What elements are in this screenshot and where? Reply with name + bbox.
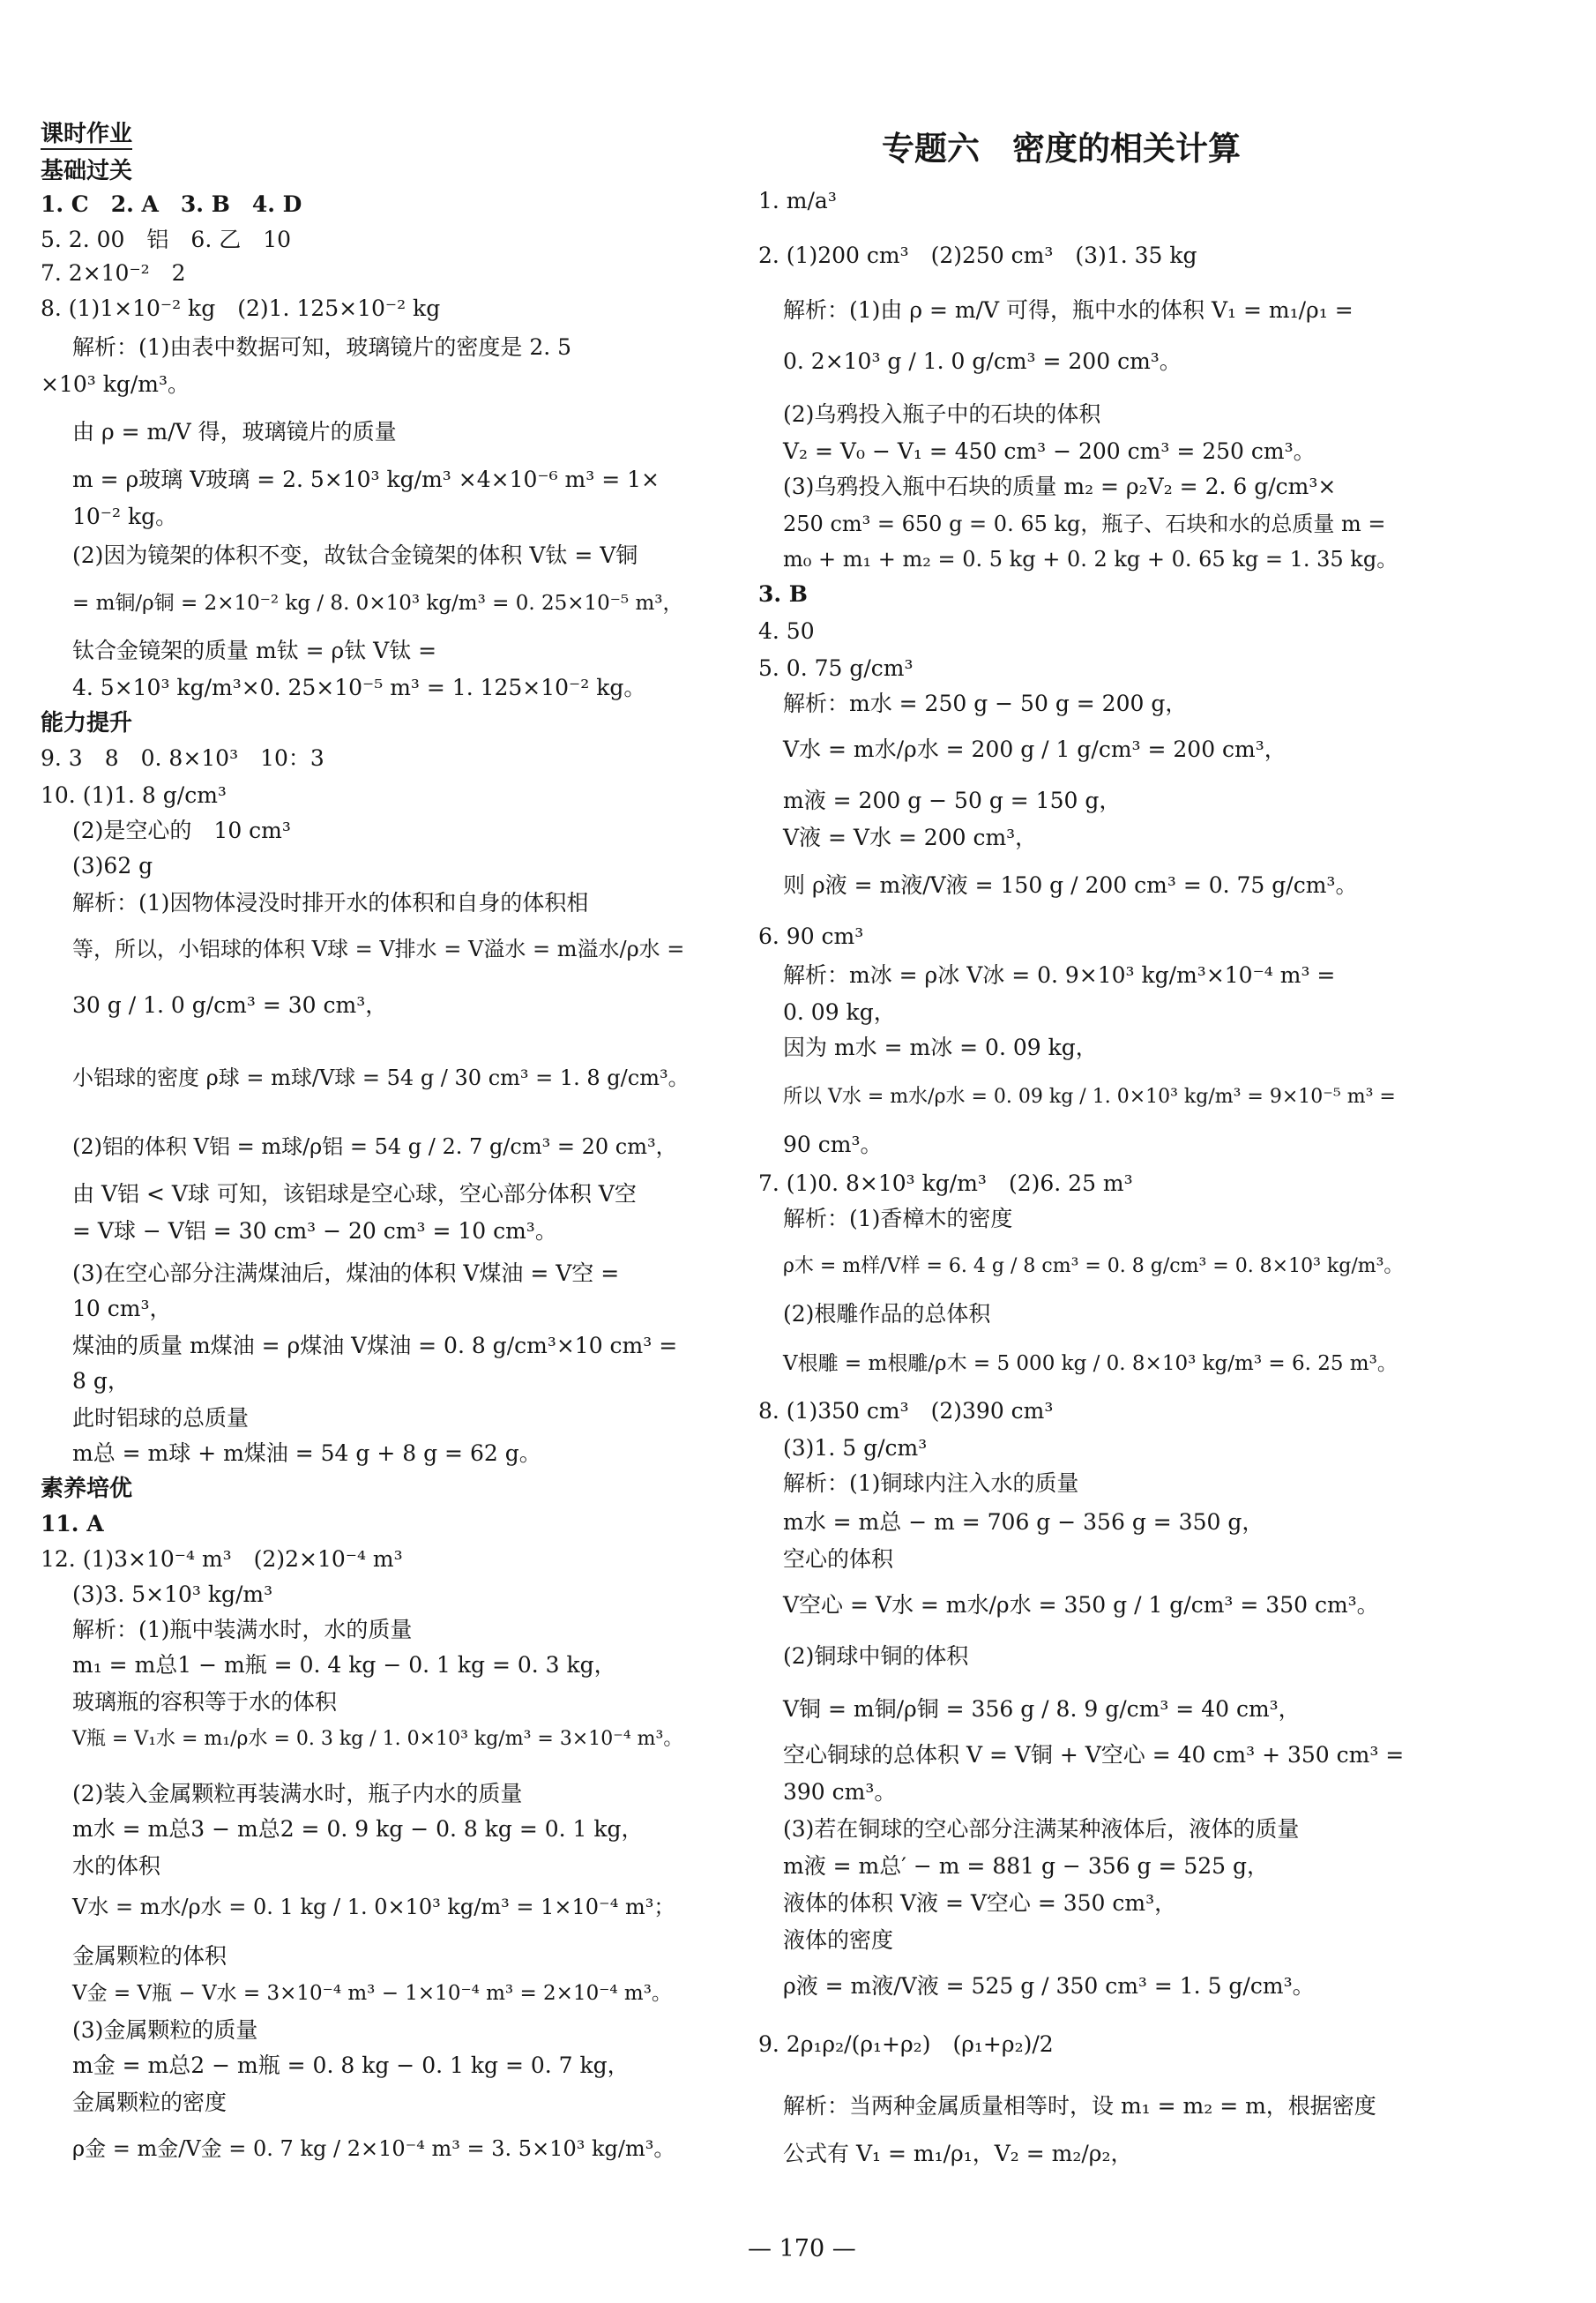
left-line-48: (3)金属颗粒的质量 bbox=[72, 2017, 258, 2043]
left-line-8: ×10³ kg/m³。 bbox=[41, 371, 190, 397]
right-line-40: m液 = m总′ − m = 881 g − 356 g = 525 g， bbox=[783, 1853, 1270, 1879]
left-line-10: m = ρ玻璃 V玻璃 = 2. 5×10³ kg/m³ ×4×10⁻⁶ m³ = 1× bbox=[72, 467, 660, 492]
left-line-47: V金 = V瓶 − V水 = 3×10⁻⁴ m³ − 1×10⁻⁴ m³ = 2×10⁻⁴ m³。 bbox=[72, 1982, 672, 2005]
left-line-2: 基础过关 bbox=[41, 158, 133, 184]
left-line-32: 此时铝球的总质量 bbox=[72, 1405, 250, 1431]
left-line-39: m₁ = m总1 − m瓶 = 0. 4 kg − 0. 1 kg = 0. 3 kg， bbox=[72, 1652, 616, 1678]
right-line-7: (3)乌鸦投入瓶中石块的质量 m₂ = ρ₂V₂ = 2. 6 g/cm³× bbox=[783, 474, 1337, 499]
left-line-51: ρ金 = m金/V金 = 0. 7 kg / 2×10⁻⁴ m³ = 3. 5×10³ kg/m³。 bbox=[72, 2136, 675, 2161]
right-line-5: (2)乌鸦投入瓶子中的石块的体积 bbox=[783, 401, 1101, 427]
left-line-43: m水 = m总3 − m总2 = 0. 9 kg − 0. 8 kg = 0. 1 kg， bbox=[72, 1816, 644, 1842]
right-line-39: (3)若在铜球的空心部分注满某种液体后，液体的质量 bbox=[783, 1816, 1300, 1842]
left-line-19: (2)是空心的 10 cm³ bbox=[72, 818, 291, 843]
left-line-11: 10⁻² kg。 bbox=[72, 504, 178, 529]
right-line-29: 8. (1)350 cm³ (2)390 cm³ bbox=[758, 1398, 1054, 1424]
right-line-17: 则 ρ液 = m液/V液 = 150 g / 200 cm³ = 0. 75 g/cm³。 bbox=[783, 872, 1358, 898]
right-line-12: 5. 0. 75 g/cm³ bbox=[758, 655, 914, 681]
left-line-45: V水 = m水/ρ水 = 0. 1 kg / 1. 0×10³ kg/m³ = 1×10⁻⁴ m³； bbox=[72, 1895, 675, 1919]
page-number: — 170 — bbox=[748, 2235, 856, 2262]
left-line-25: (2)铝的体积 V铝 = m球/ρ铝 = 54 g / 2. 7 g/cm³ = 20 cm³， bbox=[72, 1134, 677, 1159]
left-line-37: (3)3. 5×10³ kg/m³ bbox=[72, 1581, 273, 1607]
right-line-32: m水 = m总 − m = 706 g − 356 g = 350 g， bbox=[783, 1509, 1264, 1535]
left-line-24: 小铝球的密度 ρ球 = m球/V球 = 54 g / 30 cm³ = 1. 8 g/cm³。 bbox=[72, 1066, 690, 1090]
left-line-12: (2)因为镜架的体积不变，故钛合金镜架的体积 V钛 = V铜 bbox=[72, 542, 638, 568]
right-line-31: 解析：(1)铜球内注入水的质量 bbox=[783, 1470, 1079, 1496]
right-line-2: 2. (1)200 cm³ (2)250 cm³ (3)1. 35 kg bbox=[758, 243, 1197, 268]
right-line-46: 公式有 V₁ = m₁/ρ₁，V₂ = m₂/ρ₂， bbox=[783, 2141, 1133, 2166]
left-line-26: 由 V铝 < V球 可知，该铝球是空心球，空心部分体积 V空 bbox=[72, 1181, 637, 1207]
right-line-27: (2)根雕作品的总体积 bbox=[783, 1301, 991, 1327]
left-line-27: = V球 − V铝 = 30 cm³ − 20 cm³ = 10 cm³。 bbox=[72, 1218, 557, 1244]
right-line-13: 解析：m水 = 250 g − 50 g = 200 g， bbox=[783, 691, 1188, 716]
left-line-23: 30 g / 1. 0 g/cm³ = 30 cm³， bbox=[72, 992, 388, 1018]
right-line-6: V₂ = V₀ − V₁ = 450 cm³ − 200 cm³ = 250 cm³。 bbox=[783, 438, 1316, 464]
left-line-34: 素养培优 bbox=[41, 1476, 133, 1502]
left-line-17: 9. 3 8 0. 8×10³ 10：3 bbox=[41, 745, 324, 771]
left-line-16: 能力提升 bbox=[41, 710, 133, 737]
right-line-42: 液体的密度 bbox=[783, 1927, 894, 1953]
right-line-38: 390 cm³。 bbox=[783, 1779, 897, 1805]
left-line-31: 8 g， bbox=[72, 1368, 130, 1394]
right-line-43: ρ液 = m液/V液 = 525 g / 350 cm³ = 1. 5 g/cm³。 bbox=[783, 1973, 1315, 1999]
left-line-44: 水的体积 bbox=[72, 1853, 161, 1879]
right-line-41: 液体的体积 V液 = V空心 = 350 cm³， bbox=[783, 1890, 1177, 1916]
left-line-40: 玻璃瓶的容积等于水的体积 bbox=[72, 1689, 338, 1715]
right-line-33: 空心的体积 bbox=[783, 1546, 894, 1572]
left-line-33: m总 = m球 + m煤油 = 54 g + 8 g = 62 g。 bbox=[72, 1440, 541, 1466]
right-line-11: 4. 50 bbox=[758, 618, 815, 644]
left-line-18: 10. (1)1. 8 g/cm³ bbox=[41, 782, 227, 808]
left-line-49: m金 = m总2 − m瓶 = 0. 8 kg − 0. 1 kg = 0. 7 kg， bbox=[72, 2053, 630, 2078]
left-line-36: 12. (1)3×10⁻⁴ m³ (2)2×10⁻⁴ m³ bbox=[41, 1546, 403, 1572]
topic-title: 专题六 密度的相关计算 bbox=[882, 130, 1241, 168]
left-line-50: 金属颗粒的密度 bbox=[72, 2090, 227, 2115]
right-line-25: 解析：(1)香樟木的密度 bbox=[783, 1206, 1013, 1231]
right-line-28: V根雕 = m根雕/ρ木 = 5 000 kg / 0. 8×10³ kg/m³ = 6. 25 m³。 bbox=[783, 1352, 1398, 1375]
right-line-4: 0. 2×10³ g / 1. 0 g/cm³ = 200 cm³。 bbox=[783, 348, 1182, 374]
right-line-20: 0. 09 kg， bbox=[783, 999, 896, 1025]
left-line-35: 11. A bbox=[41, 1511, 104, 1537]
right-line-36: V铜 = m铜/ρ铜 = 356 g / 8. 9 g/cm³ = 40 cm³， bbox=[783, 1696, 1301, 1722]
right-line-37: 空心铜球的总体积 V = V铜 + V空心 = 40 cm³ + 350 cm³ = bbox=[783, 1742, 1405, 1768]
right-line-34: V空心 = V水 = m水/ρ水 = 350 g / 1 g/cm³ = 350 cm³。 bbox=[783, 1592, 1379, 1618]
left-line-42: (2)装入金属颗粒再装满水时，瓶子内水的质量 bbox=[72, 1781, 523, 1806]
left-line-46: 金属颗粒的体积 bbox=[72, 1943, 227, 1969]
right-line-30: (3)1. 5 g/cm³ bbox=[783, 1435, 928, 1461]
right-line-15: m液 = 200 g − 50 g = 150 g， bbox=[783, 788, 1122, 813]
right-line-22: 所以 V水 = m水/ρ水 = 0. 09 kg / 1. 0×10³ kg/m³ = 9×10⁻⁵ m³ = bbox=[783, 1086, 1396, 1108]
right-line-23: 90 cm³。 bbox=[783, 1132, 883, 1157]
right-line-18: 6. 90 cm³ bbox=[758, 923, 864, 949]
left-line-4: 5. 2. 00 铝 6. 乙 10 bbox=[41, 227, 292, 252]
left-line-13: = m铜/ρ铜 = 2×10⁻² kg / 8. 0×10³ kg/m³ = 0. 25×10⁻⁵ m³， bbox=[72, 592, 683, 615]
left-line-38: 解析：(1)瓶中装满水时，水的质量 bbox=[72, 1617, 413, 1642]
right-line-10: 3. B bbox=[758, 581, 808, 607]
left-line-41: V瓶 = V₁水 = m₁/ρ水 = 0. 3 kg / 1. 0×10³ kg/m³ = 3×10⁻⁴ m³。 bbox=[72, 1728, 683, 1750]
left-line-20: (3)62 g bbox=[72, 853, 153, 879]
left-line-21: 解析：(1)因物体浸没时排开水的体积和自身的体积相 bbox=[72, 890, 589, 916]
right-line-8: 250 cm³ = 650 g = 0. 65 kg，瓶子、石块和水的总质量 m = bbox=[783, 512, 1386, 536]
left-line-29: 10 cm³， bbox=[72, 1296, 172, 1321]
left-line-30: 煤油的质量 m煤油 = ρ煤油 V煤油 = 0. 8 g/cm³×10 cm³ = bbox=[72, 1333, 678, 1358]
left-line-14: 钛合金镜架的质量 m钛 = ρ钛 V钛 = bbox=[72, 638, 437, 663]
left-line-1: 课时作业 bbox=[41, 120, 132, 150]
left-line-28: (3)在空心部分注满煤油后，煤油的体积 V煤油 = V空 = bbox=[72, 1260, 620, 1286]
right-line-14: V水 = m水/ρ水 = 200 g / 1 g/cm³ = 200 cm³， bbox=[783, 737, 1286, 762]
left-line-22: 等，所以，小铝球的体积 V球 = V排水 = V溢水 = m溢水/ρ水 = bbox=[72, 937, 685, 961]
right-line-3: 解析：(1)由 ρ = m/V 可得，瓶中水的体积 V₁ = m₁/ρ₁ = bbox=[783, 297, 1354, 323]
right-line-26: ρ木 = m样/V样 = 6. 4 g / 8 cm³ = 0. 8 g/cm³ = 0. 8×10³ kg/m³。 bbox=[783, 1255, 1404, 1277]
right-line-24: 7. (1)0. 8×10³ kg/m³ (2)6. 25 m³ bbox=[758, 1170, 1133, 1196]
left-line-7: 解析：(1)由表中数据可知，玻璃镜片的密度是 2. 5 bbox=[72, 334, 572, 360]
left-line-6: 8. (1)1×10⁻² kg (2)1. 125×10⁻² kg bbox=[41, 295, 441, 321]
left-line-9: 由 ρ = m/V 得，玻璃镜片的质量 bbox=[72, 419, 397, 445]
right-line-35: (2)铜球中铜的体积 bbox=[783, 1643, 969, 1669]
right-line-1: 1. m/a³ bbox=[758, 188, 837, 213]
left-line-3: 1. C 2. A 3. B 4. D bbox=[41, 191, 302, 217]
right-line-16: V液 = V水 = 200 cm³， bbox=[783, 825, 1038, 850]
left-line-15: 4. 5×10³ kg/m³×0. 25×10⁻⁵ m³ = 1. 125×10⁻² kg。 bbox=[72, 675, 646, 700]
right-line-44: 9. 2ρ₁ρ₂/(ρ₁+ρ₂) (ρ₁+ρ₂)/2 bbox=[758, 2031, 1054, 2057]
right-line-21: 因为 m水 = m冰 = 0. 09 kg， bbox=[783, 1035, 1098, 1060]
right-line-9: m₀ + m₁ + m₂ = 0. 5 kg + 0. 2 kg + 0. 65 kg = 1. 35 kg。 bbox=[783, 547, 1398, 572]
right-line-45: 解析：当两种金属质量相等时，设 m₁ = m₂ = m，根据密度 bbox=[783, 2093, 1376, 2119]
right-line-19: 解析：m冰 = ρ冰 V冰 = 0. 9×10³ kg/m³×10⁻⁴ m³ = bbox=[783, 962, 1336, 988]
left-line-5: 7. 2×10⁻² 2 bbox=[41, 260, 186, 286]
